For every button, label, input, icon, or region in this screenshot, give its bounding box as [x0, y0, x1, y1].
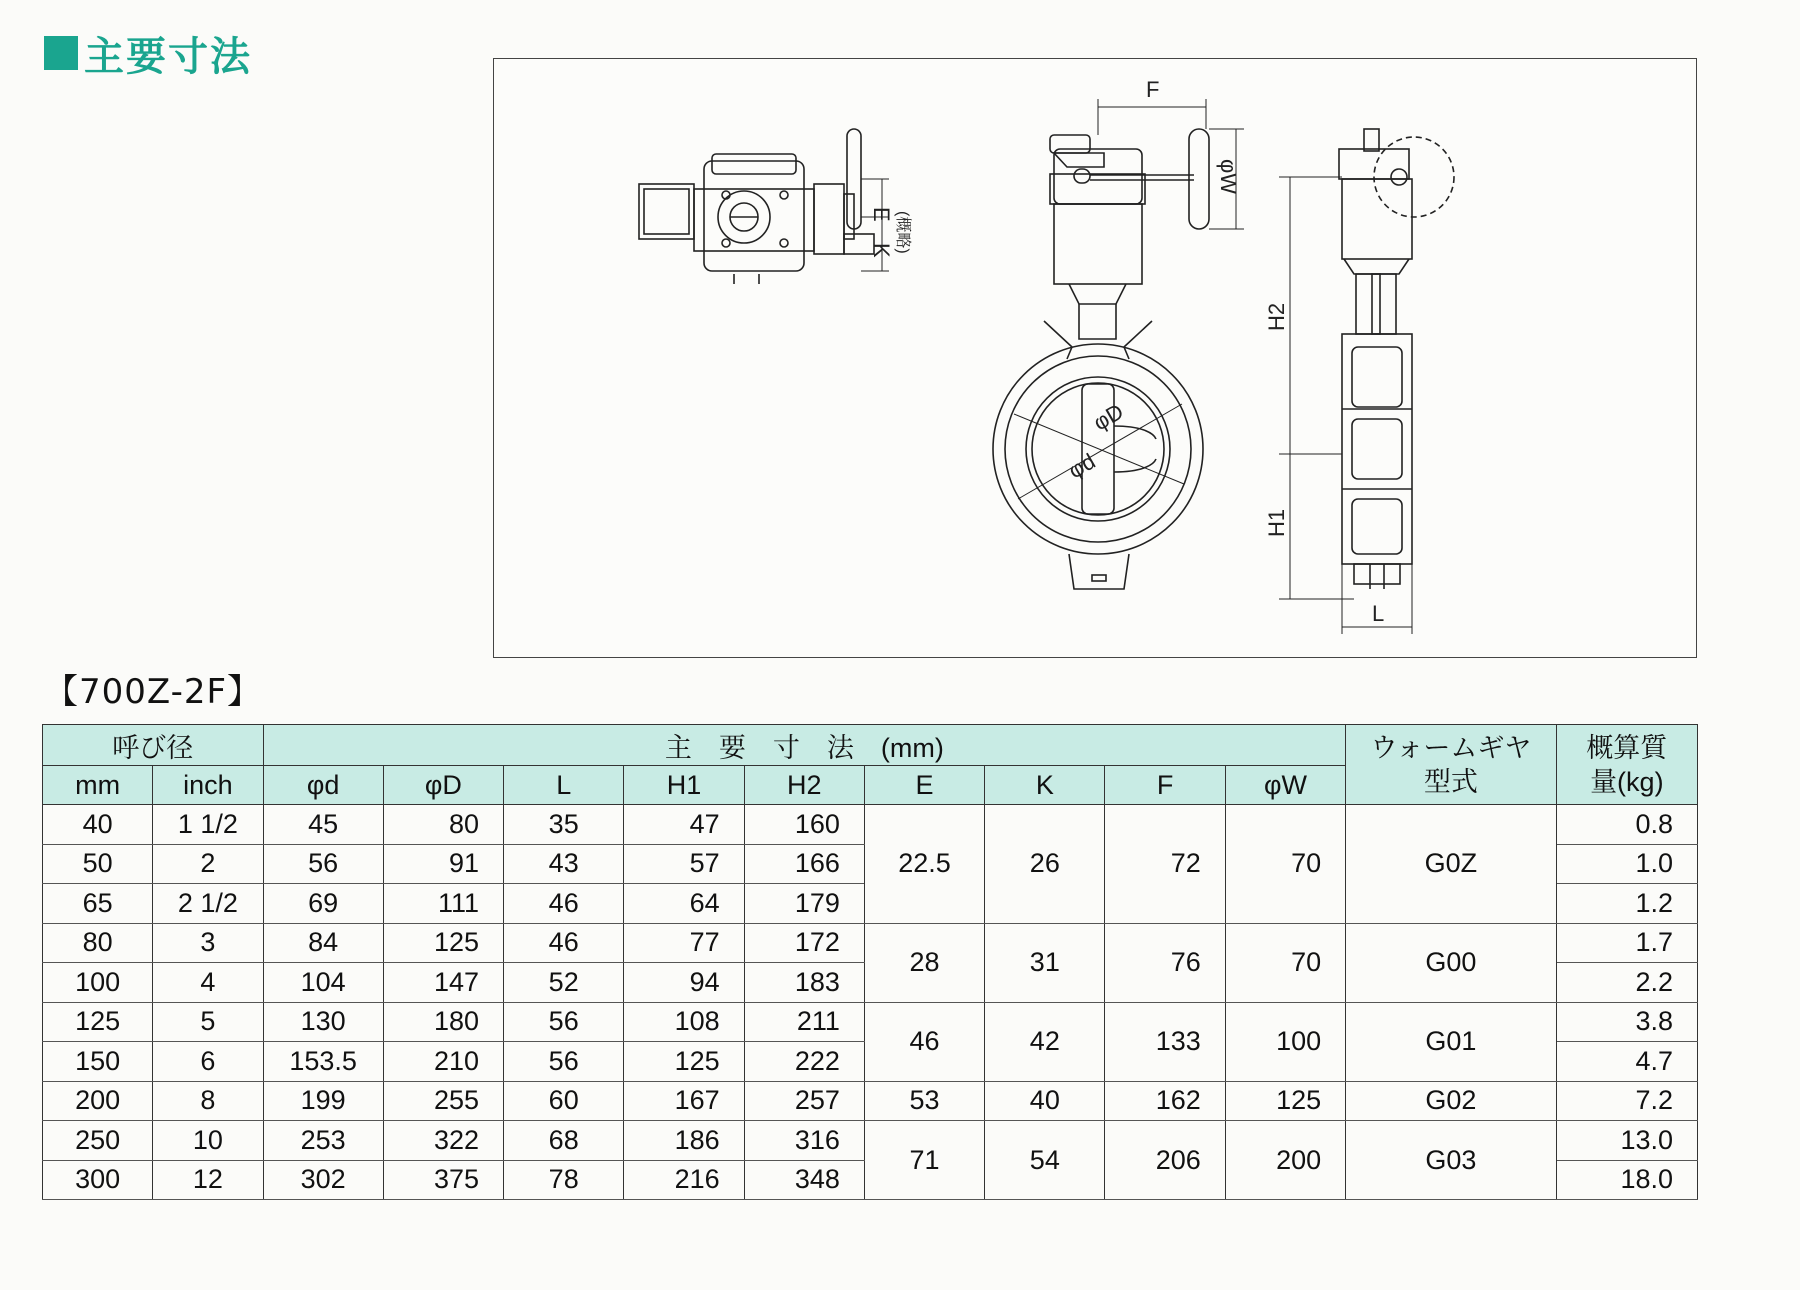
dim-L-label: L — [1372, 601, 1385, 626]
cell-gear-type: G00 — [1346, 923, 1556, 1002]
cell-phid: 84 — [263, 923, 383, 963]
cell-H2: 172 — [744, 923, 864, 963]
cell-K: 31 — [985, 923, 1105, 1002]
header-main-dims: 主 要 寸 法 (mm) — [263, 725, 1346, 766]
cell-L: 78 — [504, 1160, 624, 1200]
header-phiW: φW — [1225, 766, 1345, 805]
header-nominal: 呼び径 — [43, 725, 264, 766]
cell-mass: 1.0 — [1556, 844, 1697, 884]
cell-H1: 216 — [624, 1160, 744, 1200]
cell-phiW: 125 — [1225, 1081, 1345, 1121]
cell-phid: 45 — [263, 805, 383, 845]
table-row — [43, 805, 1698, 845]
header-mass: 概算質量(kg) — [1556, 725, 1697, 805]
cell-E: 22.5 — [864, 805, 984, 924]
cell-L: 60 — [504, 1081, 624, 1121]
cell-F: 206 — [1105, 1121, 1225, 1200]
cell-E: 28 — [864, 923, 984, 1002]
cell-H2: 348 — [744, 1160, 864, 1200]
cell-phiD: 125 — [383, 923, 503, 963]
cell-inch: 12 — [153, 1160, 263, 1200]
cell-inch: 4 — [153, 963, 263, 1003]
dim-phiW-label: φW — [1216, 159, 1241, 195]
cell-L: 56 — [504, 1002, 624, 1042]
cell-inch: 1 1/2 — [153, 805, 263, 845]
cell-mass: 1.2 — [1556, 884, 1697, 924]
cell-phid: 153.5 — [263, 1042, 383, 1082]
side-view — [1279, 129, 1454, 634]
cell-H1: 108 — [624, 1002, 744, 1042]
cell-K: 26 — [985, 805, 1105, 924]
cell-inch: 10 — [153, 1121, 263, 1161]
cell-L: 46 — [504, 923, 624, 963]
cell-phid: 130 — [263, 1002, 383, 1042]
cell-K: 42 — [985, 1002, 1105, 1081]
cell-phiD: 322 — [383, 1121, 503, 1161]
cell-H2: 166 — [744, 844, 864, 884]
cell-H2: 316 — [744, 1121, 864, 1161]
cell-mass: 0.8 — [1556, 805, 1697, 845]
dim-K-label: K — [869, 243, 894, 258]
cell-phiD: 210 — [383, 1042, 503, 1082]
cell-H1: 57 — [624, 844, 744, 884]
section-title-text: 主要寸法 — [84, 33, 252, 80]
cell-L: 56 — [504, 1042, 624, 1082]
cell-inch: 6 — [153, 1042, 263, 1082]
cell-K: 54 — [985, 1121, 1105, 1200]
dim-H1-label: H1 — [1264, 508, 1289, 537]
cell-H2: 183 — [744, 963, 864, 1003]
cell-H1: 94 — [624, 963, 744, 1003]
cell-F: 162 — [1105, 1081, 1225, 1121]
header-F: F — [1105, 766, 1225, 805]
table-row — [43, 1081, 1698, 1121]
model-label: 【700Z-2F】 — [44, 672, 263, 712]
cell-F: 72 — [1105, 805, 1225, 924]
header-L: L — [504, 766, 624, 805]
cell-H2: 222 — [744, 1042, 864, 1082]
cell-E: 53 — [864, 1081, 984, 1121]
cell-mass: 2.2 — [1556, 963, 1697, 1003]
cell-mm: 125 — [43, 1002, 153, 1042]
cell-mm: 80 — [43, 923, 153, 963]
cell-gear-type: G02 — [1346, 1081, 1556, 1121]
cell-mass: 3.8 — [1556, 1002, 1697, 1042]
cell-mass: 1.7 — [1556, 923, 1697, 963]
cell-H2: 257 — [744, 1081, 864, 1121]
cell-phid: 199 — [263, 1081, 383, 1121]
dim-phid-label: φd — [1064, 448, 1100, 484]
cell-H2: 160 — [744, 805, 864, 845]
cell-H1: 77 — [624, 923, 744, 963]
cell-phid: 69 — [263, 884, 383, 924]
cell-phiD: 375 — [383, 1160, 503, 1200]
cell-phiW: 100 — [1225, 1002, 1345, 1081]
cell-inch: 3 — [153, 923, 263, 963]
cell-inch: 8 — [153, 1081, 263, 1121]
cell-mm: 40 — [43, 805, 153, 845]
table-row — [43, 1002, 1698, 1042]
header-E: E — [864, 766, 984, 805]
cell-mass: 7.2 — [1556, 1081, 1697, 1121]
cell-phiD: 180 — [383, 1002, 503, 1042]
cell-K: 40 — [985, 1081, 1105, 1121]
cell-E: 46 — [864, 1002, 984, 1081]
approx-note: (概略) — [894, 211, 911, 254]
cell-mass: 4.7 — [1556, 1042, 1697, 1082]
cell-L: 35 — [504, 805, 624, 845]
cell-mm: 300 — [43, 1160, 153, 1200]
cell-phiD: 80 — [383, 805, 503, 845]
cell-mass: 18.0 — [1556, 1160, 1697, 1200]
header-gear-type: ウォームギヤ型式 — [1346, 725, 1556, 805]
table-body — [43, 805, 1698, 1200]
cell-inch: 2 — [153, 844, 263, 884]
cell-mm: 65 — [43, 884, 153, 924]
cell-H1: 47 — [624, 805, 744, 845]
cell-H2: 211 — [744, 1002, 864, 1042]
cell-phid: 104 — [263, 963, 383, 1003]
cell-gear-type: G03 — [1346, 1121, 1556, 1200]
cell-phiW: 200 — [1225, 1121, 1345, 1200]
valve-drawing — [494, 59, 1698, 659]
cell-inch: 5 — [153, 1002, 263, 1042]
header-inch: inch — [153, 766, 263, 805]
header-phiD: φD — [383, 766, 503, 805]
cell-phid: 253 — [263, 1121, 383, 1161]
cell-phid: 56 — [263, 844, 383, 884]
cell-phiW: 70 — [1225, 923, 1345, 1002]
dimension-table — [42, 724, 1698, 1200]
header-H2: H2 — [744, 766, 864, 805]
square-bullet-icon — [44, 36, 78, 70]
section-title — [44, 26, 252, 80]
cell-H1: 186 — [624, 1121, 744, 1161]
front-view — [993, 99, 1244, 589]
header-mm: mm — [43, 766, 153, 805]
dim-phiD-label: φD — [1089, 398, 1128, 436]
cell-phiW: 70 — [1225, 805, 1345, 924]
header-phid: φd — [263, 766, 383, 805]
cell-mm: 200 — [43, 1081, 153, 1121]
cell-phid: 302 — [263, 1160, 383, 1200]
cell-phiD: 111 — [383, 884, 503, 924]
header-H1: H1 — [624, 766, 744, 805]
cell-phiD: 147 — [383, 963, 503, 1003]
cell-H1: 125 — [624, 1042, 744, 1082]
cell-phiD: 91 — [383, 844, 503, 884]
cell-mass: 13.0 — [1556, 1121, 1697, 1161]
cell-H1: 167 — [624, 1081, 744, 1121]
dim-F-label: F — [1146, 77, 1160, 102]
cell-F: 76 — [1105, 923, 1225, 1002]
cell-F: 133 — [1105, 1002, 1225, 1081]
cell-L: 68 — [504, 1121, 624, 1161]
valve-drawing-frame — [493, 58, 1697, 658]
cell-L: 52 — [504, 963, 624, 1003]
table-row — [43, 923, 1698, 963]
cell-H1: 64 — [624, 884, 744, 924]
dim-E-label: E — [869, 207, 894, 222]
top-view — [639, 129, 889, 284]
cell-gear-type: G0Z — [1346, 805, 1556, 924]
cell-L: 43 — [504, 844, 624, 884]
cell-mm: 250 — [43, 1121, 153, 1161]
dim-H2-label: H2 — [1264, 302, 1289, 331]
cell-mm: 50 — [43, 844, 153, 884]
cell-inch: 2 1/2 — [153, 884, 263, 924]
cell-gear-type: G01 — [1346, 1002, 1556, 1081]
cell-E: 71 — [864, 1121, 984, 1200]
cell-phiD: 255 — [383, 1081, 503, 1121]
cell-mm: 100 — [43, 963, 153, 1003]
cell-L: 46 — [504, 884, 624, 924]
header-K: K — [985, 766, 1105, 805]
table-row — [43, 1121, 1698, 1161]
cell-mm: 150 — [43, 1042, 153, 1082]
cell-H2: 179 — [744, 884, 864, 924]
table-header — [43, 725, 1698, 805]
